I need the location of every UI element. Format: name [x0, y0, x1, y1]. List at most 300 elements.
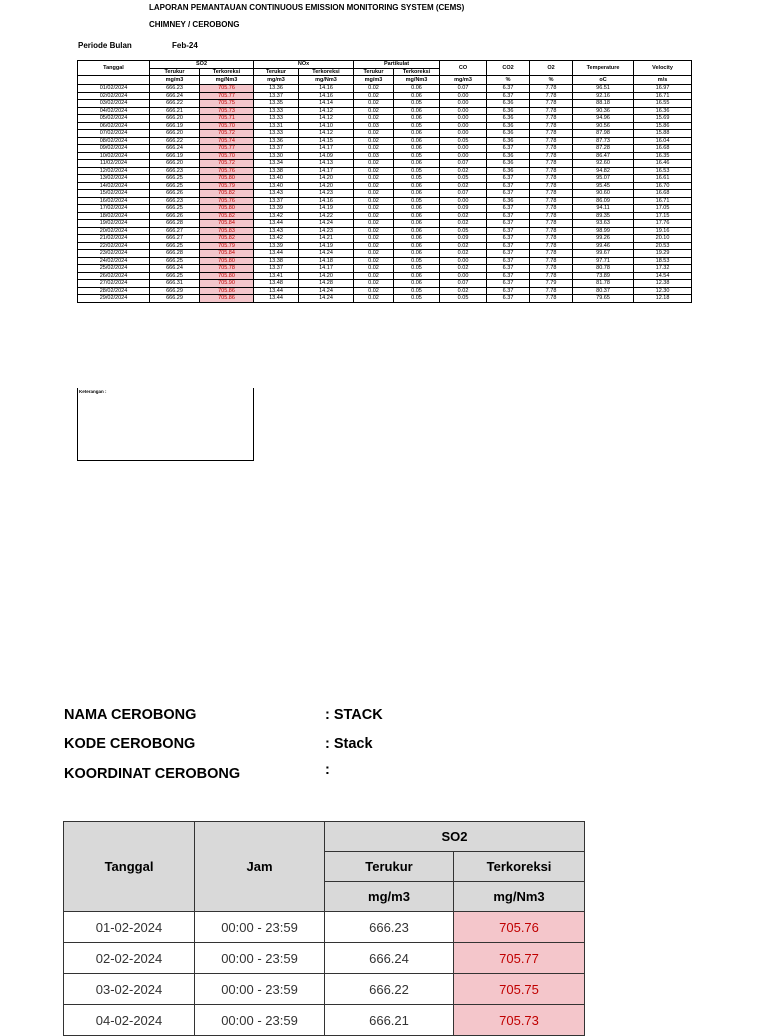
table-row	[78, 160, 692, 168]
table-cell: 90.36	[573, 107, 634, 115]
header-so2-terukur: Terukur	[150, 68, 200, 76]
table-cell: 16.61	[634, 175, 692, 183]
table-cell: 14.23	[299, 227, 354, 235]
koordinat-cerobong-value: :	[325, 762, 330, 778]
unit-partikulat-terkoreksi: mg/Nm3	[394, 76, 440, 85]
table-cell: 6.37	[487, 265, 530, 273]
table-cell: 16.55	[634, 100, 692, 108]
table-cell: 0.02	[354, 100, 394, 108]
table-cell: 666.23	[325, 912, 454, 943]
table-cell: 13.37	[254, 265, 299, 273]
table-cell: 14.23	[299, 190, 354, 198]
daily-so2-table	[63, 821, 585, 1036]
table-cell: 20.53	[634, 242, 692, 250]
table-cell: 6.37	[487, 227, 530, 235]
table-cell: 0.07	[440, 190, 487, 198]
period-label: Periode Bulan	[78, 41, 132, 50]
table-cell: 73.89	[573, 272, 634, 280]
table-row	[64, 943, 585, 974]
table-cell: 0.03	[354, 122, 394, 130]
table-cell: 666.22	[150, 100, 200, 108]
table-cell: 20/02/2024	[78, 227, 150, 235]
table-cell: 6.37	[487, 85, 530, 93]
table-cell: 06/02/2024	[78, 122, 150, 130]
table-cell: 90.60	[573, 190, 634, 198]
table-cell: 6.37	[487, 280, 530, 288]
table-cell: 7.78	[530, 287, 573, 295]
table-cell: 0.02	[354, 197, 394, 205]
table-row	[78, 182, 692, 190]
table-cell: 0.05	[394, 167, 440, 175]
table-cell: 17/02/2024	[78, 205, 150, 213]
table-cell: 15.69	[634, 115, 692, 123]
table-cell: 666.24	[150, 145, 200, 153]
table-cell: 6.37	[487, 190, 530, 198]
table-cell: 7.78	[530, 220, 573, 228]
big-header-terkoreksi: Terkoreksi	[454, 852, 585, 882]
table-cell: 705.70	[200, 152, 254, 160]
table-cell: 0.02	[354, 167, 394, 175]
table-cell: 0.05	[440, 175, 487, 183]
unit-so2-terukur: mg/m3	[150, 76, 200, 85]
table-cell: 0.05	[394, 197, 440, 205]
table-cell: 0.09	[440, 205, 487, 213]
table-cell: 0.06	[394, 227, 440, 235]
table-cell: 20.10	[634, 235, 692, 243]
table-cell: 666.20	[150, 130, 200, 138]
monthly-emission-table	[77, 60, 692, 303]
table-row	[78, 145, 692, 153]
table-cell: 97.71	[573, 257, 634, 265]
table-cell: 14.09	[299, 152, 354, 160]
table-row	[64, 912, 585, 943]
table-cell: 666.23	[150, 167, 200, 175]
table-cell: 705.82	[200, 235, 254, 243]
unit-blank	[78, 76, 150, 85]
table-cell: 7.78	[530, 167, 573, 175]
table-cell: 705.84	[200, 250, 254, 258]
table-cell: 13.40	[254, 175, 299, 183]
table-cell: 13.35	[254, 100, 299, 108]
table-cell: 21/02/2024	[78, 235, 150, 243]
table-row	[78, 122, 692, 130]
table-cell: 04-02-2024	[64, 1005, 195, 1036]
table-row	[78, 92, 692, 100]
table-cell: 17.32	[634, 265, 692, 273]
table-cell: 666.31	[150, 280, 200, 288]
table-cell: 705.80	[200, 205, 254, 213]
table-cell: 0.06	[394, 272, 440, 280]
table-cell: 6.37	[487, 212, 530, 220]
table-cell: 13.43	[254, 227, 299, 235]
table-cell: 0.06	[394, 137, 440, 145]
table-cell: 705.76	[454, 912, 585, 943]
table-cell: 666.24	[325, 943, 454, 974]
table-cell: 99.46	[573, 242, 634, 250]
table-cell: 0.02	[440, 265, 487, 273]
table-row	[78, 257, 692, 265]
table-cell: 14.17	[299, 145, 354, 153]
table-row	[78, 212, 692, 220]
unit-temperature: oC	[573, 76, 634, 85]
table-cell: 00:00 - 23:59	[195, 974, 325, 1005]
table-cell: 666.21	[325, 1005, 454, 1036]
table-cell: 14.17	[299, 265, 354, 273]
table-cell: 705.79	[200, 182, 254, 190]
daily-so2-rows	[64, 912, 585, 1036]
table-cell: 87.28	[573, 145, 634, 153]
table-cell: 705.80	[200, 175, 254, 183]
table-cell: 0.06	[394, 280, 440, 288]
table-row	[78, 115, 692, 123]
note-box	[77, 388, 254, 461]
table-cell: 0.02	[354, 257, 394, 265]
table-cell: 0.00	[440, 130, 487, 138]
table-cell: 666.25	[150, 205, 200, 213]
table-cell: 14.16	[299, 92, 354, 100]
unit-partikulat-terukur: mg/m3	[354, 76, 394, 85]
table-cell: 13.48	[254, 280, 299, 288]
table-cell: 705.80	[200, 272, 254, 280]
table-cell: 13.44	[254, 220, 299, 228]
table-cell: 0.02	[354, 227, 394, 235]
table-cell: 0.02	[354, 242, 394, 250]
table-cell: 705.76	[200, 197, 254, 205]
table-cell: 705.79	[200, 242, 254, 250]
table-cell: 14.13	[299, 160, 354, 168]
table-row	[78, 235, 692, 243]
table-cell: 6.37	[487, 287, 530, 295]
table-cell: 0.00	[440, 272, 487, 280]
table-cell: 13.38	[254, 167, 299, 175]
unit-so2-terkoreksi: mg/Nm3	[200, 76, 254, 85]
table-cell: 666.25	[150, 242, 200, 250]
report-title: LAPORAN PEMANTAUAN CONTINUOUS EMISSION MONITORING SYSTEM (CEMS)	[149, 3, 465, 12]
table-cell: 03/02/2024	[78, 100, 150, 108]
table-cell: 0.03	[354, 152, 394, 160]
table-cell: 0.02	[440, 220, 487, 228]
table-row	[78, 152, 692, 160]
table-cell: 16.04	[634, 137, 692, 145]
table-cell: 0.02	[354, 107, 394, 115]
table-cell: 0.05	[394, 175, 440, 183]
table-cell: 0.02	[354, 235, 394, 243]
table-cell: 0.02	[354, 220, 394, 228]
table-cell: 0.00	[440, 197, 487, 205]
table-cell: 16.68	[634, 145, 692, 153]
table-cell: 14.21	[299, 235, 354, 243]
table-row	[78, 295, 692, 303]
table-cell: 666.21	[150, 107, 200, 115]
table-cell: 16.46	[634, 160, 692, 168]
header-so2-terkoreksi: Terkoreksi	[200, 68, 254, 76]
table-cell: 14.20	[299, 272, 354, 280]
header-partikulat-terukur: Terukur	[354, 68, 394, 76]
table-cell: 0.02	[354, 272, 394, 280]
table-cell: 705.78	[200, 265, 254, 273]
table-cell: 13.30	[254, 152, 299, 160]
header-co: CO	[440, 61, 487, 76]
table-row	[78, 107, 692, 115]
table-cell: 0.07	[440, 160, 487, 168]
table-row	[78, 130, 692, 138]
table-cell: 6.37	[487, 242, 530, 250]
table-cell: 7.78	[530, 182, 573, 190]
table-cell: 0.02	[354, 265, 394, 273]
table-cell: 666.27	[150, 227, 200, 235]
table-cell: 0.00	[440, 122, 487, 130]
table-cell: 94.11	[573, 205, 634, 213]
table-cell: 0.02	[354, 92, 394, 100]
table-cell: 705.84	[200, 220, 254, 228]
table-cell: 6.37	[487, 257, 530, 265]
table-cell: 0.02	[354, 212, 394, 220]
table-cell: 0.06	[394, 242, 440, 250]
table-cell: 7.78	[530, 242, 573, 250]
table-cell: 13.39	[254, 242, 299, 250]
header-nox-terukur: Terukur	[254, 68, 299, 76]
table-cell: 705.75	[454, 974, 585, 1005]
table-cell: 705.71	[200, 115, 254, 123]
table-cell: 0.02	[440, 212, 487, 220]
table-cell: 6.36	[487, 137, 530, 145]
table-cell: 666.29	[150, 295, 200, 303]
table-cell: 11/02/2024	[78, 160, 150, 168]
table-cell: 0.02	[354, 145, 394, 153]
table-cell: 666.19	[150, 122, 200, 130]
table-cell: 0.02	[440, 287, 487, 295]
table-cell: 0.00	[440, 257, 487, 265]
table-cell: 14.20	[299, 182, 354, 190]
table-cell: 90.56	[573, 122, 634, 130]
big-header-jam: Jam	[195, 822, 325, 912]
table-cell: 666.20	[150, 160, 200, 168]
table-cell: 18.53	[634, 257, 692, 265]
table-cell: 0.06	[394, 190, 440, 198]
table-cell: 0.02	[354, 190, 394, 198]
table-cell: 0.02	[354, 205, 394, 213]
table-cell: 02/02/2024	[78, 92, 150, 100]
table-cell: 92.16	[573, 92, 634, 100]
table-cell: 79.65	[573, 295, 634, 303]
table-cell: 705.83	[200, 227, 254, 235]
table-cell: 13.33	[254, 130, 299, 138]
table-cell: 0.02	[354, 287, 394, 295]
table-cell: 666.22	[325, 974, 454, 1005]
table-cell: 6.36	[487, 152, 530, 160]
table-cell: 705.73	[200, 107, 254, 115]
table-cell: 705.75	[200, 100, 254, 108]
table-cell: 17.15	[634, 212, 692, 220]
table-cell: 95.45	[573, 182, 634, 190]
table-cell: 7.78	[530, 190, 573, 198]
table-cell: 0.02	[354, 250, 394, 258]
table-cell: 705.70	[200, 122, 254, 130]
table-cell: 0.02	[440, 167, 487, 175]
table-cell: 13.37	[254, 92, 299, 100]
table-row	[78, 85, 692, 93]
table-cell: 99.67	[573, 250, 634, 258]
table-cell: 14.17	[299, 167, 354, 175]
table-cell: 14.24	[299, 295, 354, 303]
header-nox: NOx	[254, 61, 354, 69]
table-cell: 13.33	[254, 107, 299, 115]
table-cell: 14.16	[299, 197, 354, 205]
table-row	[78, 197, 692, 205]
table-cell: 13.37	[254, 197, 299, 205]
table-cell: 13.38	[254, 257, 299, 265]
table-cell: 14.16	[299, 85, 354, 93]
table-cell: 0.07	[440, 85, 487, 93]
header-o2: O2	[530, 61, 573, 76]
table-cell: 81.78	[573, 280, 634, 288]
table-cell: 6.37	[487, 145, 530, 153]
table-cell: 0.06	[394, 160, 440, 168]
table-row	[78, 205, 692, 213]
table-cell: 6.36	[487, 100, 530, 108]
period-value: Feb-24	[172, 41, 198, 50]
table-cell: 12/02/2024	[78, 167, 150, 175]
table-cell: 7.78	[530, 122, 573, 130]
table-cell: 13.41	[254, 272, 299, 280]
table-cell: 705.72	[200, 160, 254, 168]
table-cell: 705.76	[200, 167, 254, 175]
table-cell: 666.28	[150, 250, 200, 258]
table-row	[78, 220, 692, 228]
table-cell: 0.02	[440, 182, 487, 190]
table-cell: 99.26	[573, 235, 634, 243]
table-row	[78, 250, 692, 258]
table-cell: 16.35	[634, 152, 692, 160]
header-nox-terkoreksi: Terkoreksi	[299, 68, 354, 76]
table-cell: 13.44	[254, 250, 299, 258]
table-cell: 25/02/2024	[78, 265, 150, 273]
table-cell: 02-02-2024	[64, 943, 195, 974]
table-row	[78, 265, 692, 273]
table-cell: 0.06	[394, 107, 440, 115]
unit-nox-terukur: mg/m3	[254, 76, 299, 85]
table-cell: 16.71	[634, 92, 692, 100]
table-cell: 14.12	[299, 115, 354, 123]
table-cell: 0.05	[394, 257, 440, 265]
table-cell: 0.06	[394, 85, 440, 93]
table-cell: 0.06	[394, 145, 440, 153]
table-cell: 87.98	[573, 130, 634, 138]
unit-co2: %	[487, 76, 530, 85]
table-cell: 0.02	[354, 160, 394, 168]
table-cell: 0.02	[354, 137, 394, 145]
table-cell: 0.05	[440, 137, 487, 145]
table-cell: 28/02/2024	[78, 287, 150, 295]
table-cell: 14.19	[299, 242, 354, 250]
table-cell: 705.90	[200, 280, 254, 288]
table-cell: 6.36	[487, 130, 530, 138]
table-cell: 94.96	[573, 115, 634, 123]
table-cell: 7.78	[530, 265, 573, 273]
table-cell: 13.39	[254, 205, 299, 213]
header-temperature: Temperature	[573, 61, 634, 76]
nama-cerobong-value: : STACK	[325, 707, 383, 723]
table-cell: 666.26	[150, 212, 200, 220]
table-cell: 0.06	[394, 130, 440, 138]
unit-nox-terkoreksi: mg/Nm3	[299, 76, 354, 85]
table-cell: 16/02/2024	[78, 197, 150, 205]
table-cell: 7.78	[530, 100, 573, 108]
unit-velocity: m/s	[634, 76, 692, 85]
table-cell: 0.02	[354, 295, 394, 303]
table-cell: 6.37	[487, 235, 530, 243]
table-cell: 7.78	[530, 250, 573, 258]
table-cell: 86.47	[573, 152, 634, 160]
table-cell: 0.06	[394, 182, 440, 190]
table-cell: 13/02/2024	[78, 175, 150, 183]
table-cell: 29/02/2024	[78, 295, 150, 303]
table-row	[78, 227, 692, 235]
report-subtitle: CHIMNEY / CEROBONG	[149, 20, 240, 29]
table-cell: 00:00 - 23:59	[195, 912, 325, 943]
table-cell: 7.78	[530, 137, 573, 145]
nama-cerobong-label: NAMA CEROBONG	[64, 707, 197, 723]
table-cell: 0.05	[394, 295, 440, 303]
table-cell: 14.22	[299, 212, 354, 220]
table-cell: 14.24	[299, 287, 354, 295]
table-cell: 16.53	[634, 167, 692, 175]
table-cell: 17.76	[634, 220, 692, 228]
table-cell: 13.42	[254, 212, 299, 220]
table-row	[78, 280, 692, 288]
table-cell: 0.06	[394, 212, 440, 220]
table-cell: 0.05	[394, 100, 440, 108]
note-label: Keterangan :	[79, 389, 107, 394]
table-cell: 6.37	[487, 205, 530, 213]
table-cell: 0.00	[440, 107, 487, 115]
table-cell: 666.29	[150, 287, 200, 295]
big-header-tanggal: Tanggal	[64, 822, 195, 912]
table-cell: 0.02	[440, 250, 487, 258]
table-cell: 7.78	[530, 227, 573, 235]
big-unit-terkoreksi: mg/Nm3	[454, 882, 585, 912]
table-cell: 7.78	[530, 197, 573, 205]
table-row	[78, 272, 692, 280]
table-cell: 0.00	[440, 145, 487, 153]
unit-o2: %	[530, 76, 573, 85]
table-cell: 666.27	[150, 235, 200, 243]
table-cell: 16.68	[634, 190, 692, 198]
table-cell: 6.37	[487, 92, 530, 100]
table-cell: 14.12	[299, 130, 354, 138]
unit-co: mg/m3	[440, 76, 487, 85]
table-cell: 666.22	[150, 137, 200, 145]
table-cell: 6.37	[487, 295, 530, 303]
table-row	[64, 974, 585, 1005]
kode-cerobong-value: : Stack	[325, 736, 373, 752]
header-velocity: Velocity	[634, 61, 692, 76]
table-cell: 14.12	[299, 107, 354, 115]
table-cell: 95.07	[573, 175, 634, 183]
table-cell: 86.09	[573, 197, 634, 205]
table-cell: 16.97	[634, 85, 692, 93]
table-row	[78, 100, 692, 108]
table-cell: 94.82	[573, 167, 634, 175]
table-cell: 13.42	[254, 235, 299, 243]
table-cell: 7.78	[530, 107, 573, 115]
table-cell: 0.06	[394, 220, 440, 228]
table-cell: 13.34	[254, 160, 299, 168]
table-cell: 14.14	[299, 100, 354, 108]
table-cell: 705.80	[200, 257, 254, 265]
table-cell: 705.77	[454, 943, 585, 974]
table-cell: 6.37	[487, 220, 530, 228]
